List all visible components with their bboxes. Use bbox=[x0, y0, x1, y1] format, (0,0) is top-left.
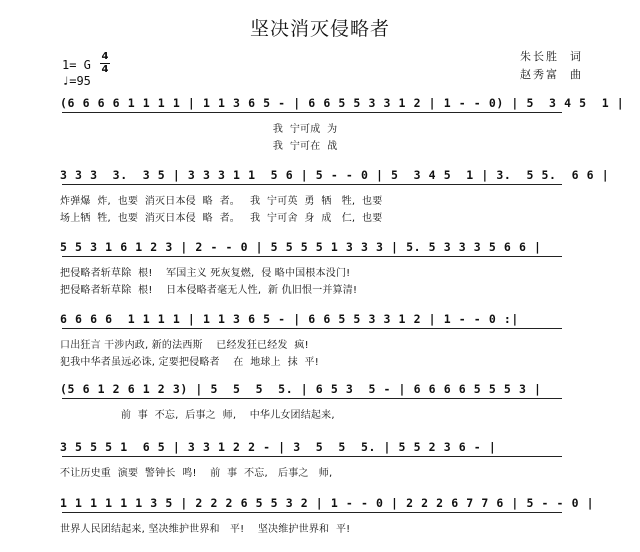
time-signature bbox=[100, 52, 110, 75]
rhythm-underline bbox=[62, 456, 562, 457]
rhythm-underline bbox=[62, 112, 562, 113]
lyric-line: 把侵略者斩草除 根! 日本侵略者毫无人性, 新 仇旧恨一并算清! bbox=[60, 285, 358, 296]
lyric-line: 前 事 不忘, 后事之 师, 中华儿女团结起来, bbox=[60, 410, 335, 421]
lyric-line: 把侵略者斩草除 根! 军国主义 死灰复燃, 侵 略中国根本没门! bbox=[60, 268, 351, 279]
lyric-line: 犯我中华者虽远必诛, 定要把侵略者 在 地球上 抹 平! bbox=[60, 357, 319, 368]
notation-row: 6 6 6 6 1 1 1 1 | 1 1 3 6 5 - | 6 6 5 5 3 3 1 2 | 1 - - 0 :| bbox=[60, 312, 519, 326]
time-signature-top: 4 bbox=[101, 51, 109, 62]
lyric-line: 口出狂言 干涉内政, 新的法西斯 已经发狂已经发 疯! bbox=[60, 340, 309, 351]
rhythm-underline bbox=[62, 512, 562, 513]
lyric-line: 我 宁可成 为 bbox=[60, 124, 338, 135]
lyric-line: 炸弹爆 炸, 也要 消灭日本侵 略 者。 我 宁可英 勇 牺 牲, 也要 bbox=[60, 196, 383, 207]
rhythm-underline bbox=[62, 184, 562, 185]
lyricist-credit: 朱长胜 词 bbox=[520, 50, 583, 63]
rhythm-underline bbox=[62, 398, 562, 399]
lyric-line: 世界人民团结起来, 坚决维护世界和 平! 坚决维护世界和 平! bbox=[60, 524, 351, 535]
notation-row: (6 6 6 6 1 1 1 1 | 1 1 3 6 5 - | 6 6 5 5 3 3 1 2 | 1 - - 0) | 5 3 4 5 1 | bbox=[60, 96, 625, 110]
lyric-line: 不让历史重 演要 警钟长 鸣! 前 事 不忘, 后事之 师, bbox=[60, 468, 333, 479]
lyric-line: 场上牺 牲, 也要 消灭日本侵 略 者。 我 宁可舍 身 成 仁, 也要 bbox=[60, 213, 383, 224]
notation-row: 3 5 5 5 1 6 5 | 3 3 1 2 2 - | 3 5 5 5. | 5 5 2 3 6 - | bbox=[60, 440, 497, 454]
lyric-line: 我 宁可在 战 bbox=[60, 141, 338, 152]
song-title: 坚决消灭侵略者 bbox=[249, 18, 390, 40]
key-signature: 1= G bbox=[62, 58, 91, 72]
rhythm-underline bbox=[62, 256, 562, 257]
notation-row: 3 3 3 3. 3 5 | 3 3 3 1 1 5 6 | 5 - - 0 | 5 3 4 5 1 | 3. 5 5. 6 6 | bbox=[60, 168, 610, 182]
composer-credit: 赵秀富 曲 bbox=[520, 68, 583, 81]
notation-row: 1 1 1 1 1 1 3 5 | 2 2 2 6 5 5 3 2 | 1 - - 0 | 2 2 2 6 7 7 6 | 5 - - 0 | bbox=[60, 496, 595, 510]
tempo-marking: ♩=95 bbox=[62, 74, 91, 88]
notation-row: 5 5 3 1 6 1 2 3 | 2 - - 0 | 5 5 5 5 1 3 3 3 | 5. 5 3 3 3 5 6 6 | bbox=[60, 240, 542, 254]
notation-row: (5 6 1 2 6 1 2 3) | 5 5 5 5. | 6 5 3 5 - | 6 6 6 6 5 5 5 3 | bbox=[60, 382, 542, 396]
rhythm-underline bbox=[62, 328, 562, 329]
time-signature-bottom: 4 bbox=[101, 64, 109, 75]
